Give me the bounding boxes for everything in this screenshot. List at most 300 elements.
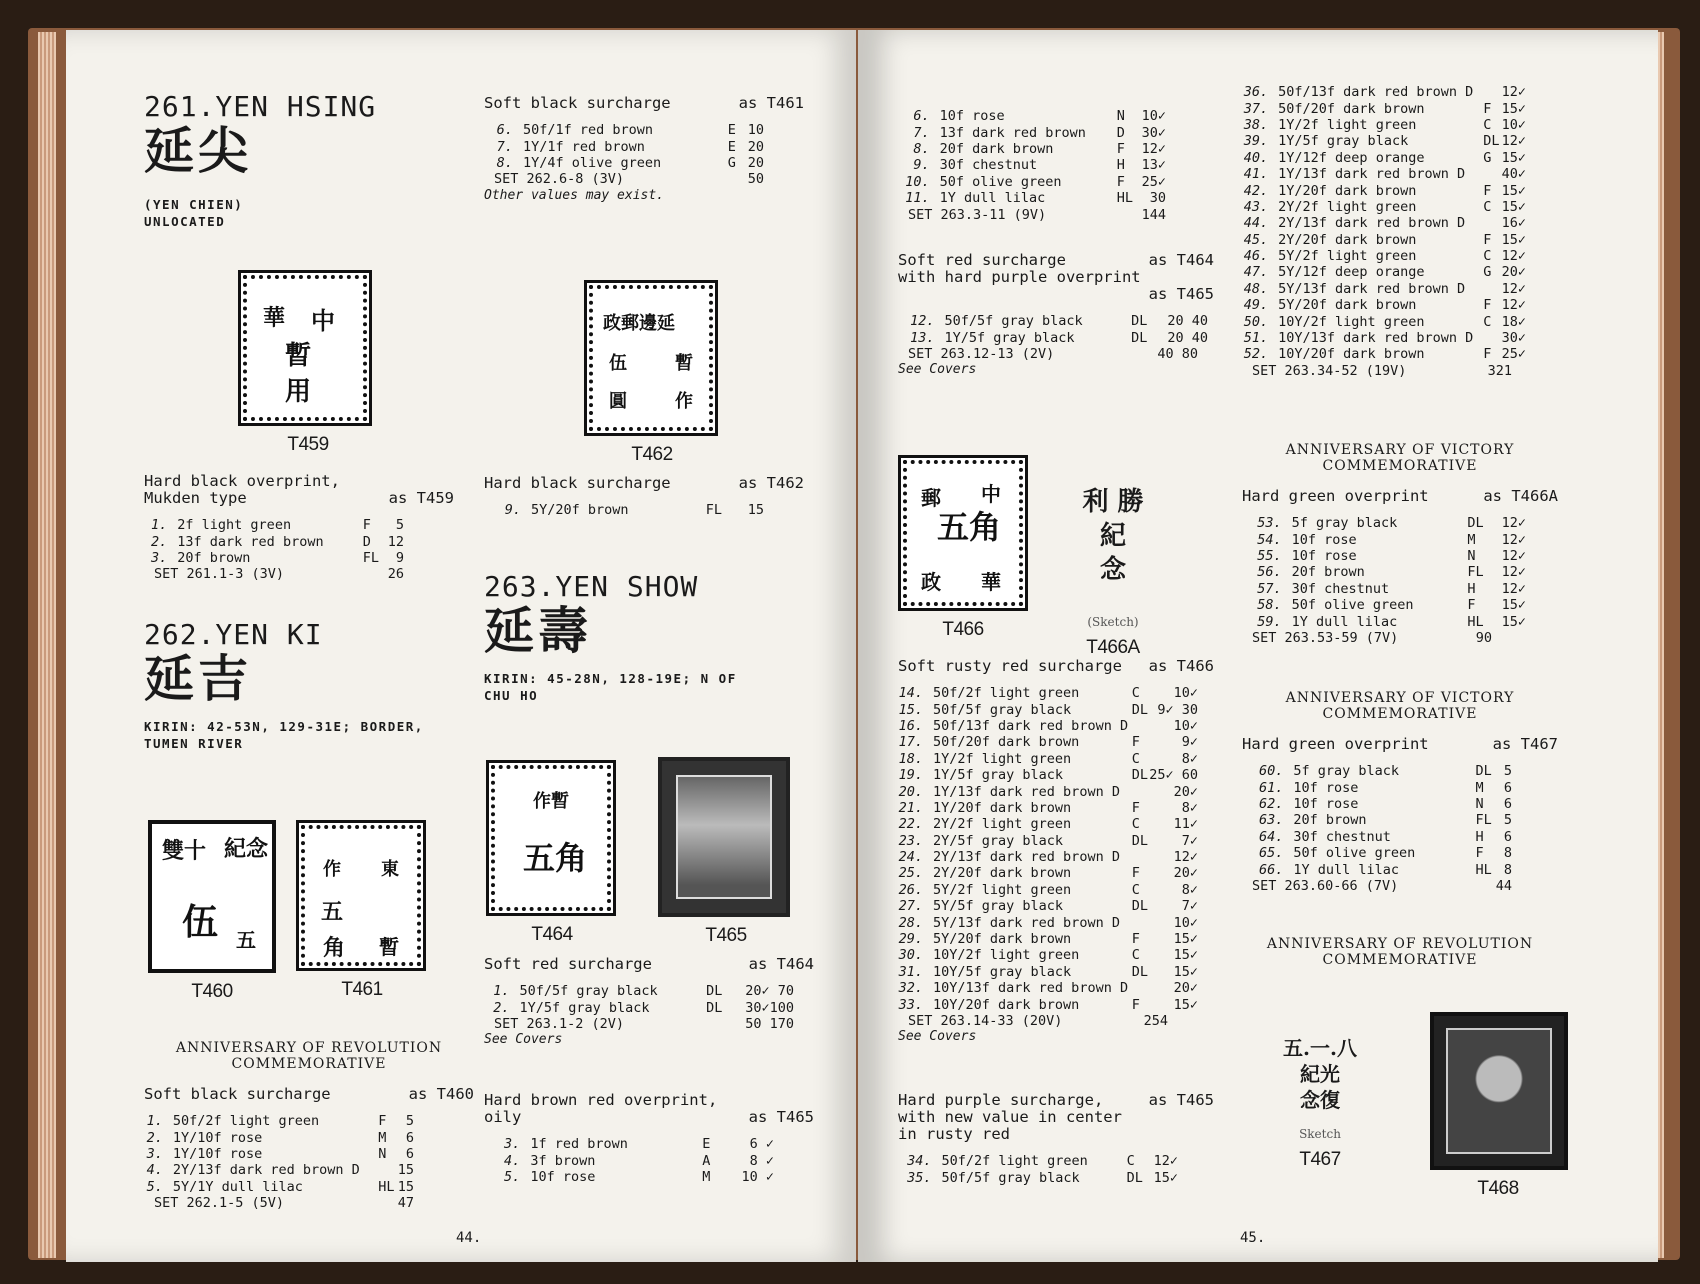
type-description: Soft black surcharge as T460 (144, 1085, 474, 1103)
listing-row (898, 898, 1198, 914)
figure-caption: T464 (531, 924, 573, 945)
note: See Covers (898, 1029, 977, 1045)
type-description: Soft red surcharge as T464 (898, 251, 1214, 269)
stamp-description: 50f/5f gray black (519, 983, 658, 1000)
catalog-number: 64. (1258, 828, 1284, 845)
grade: C (1483, 313, 1492, 330)
catalog-number: 20. (898, 783, 924, 800)
type-description: Hard black overprint, (144, 472, 340, 490)
price: 12✓ (1501, 133, 1526, 150)
stamp-description: 1Y/20f dark brown (1278, 182, 1417, 199)
set-row: SET 263.3-11 (9V) 144 (908, 206, 1166, 223)
stamp-t461: 作 東 五 角 暫 (296, 820, 426, 971)
catalog-number: 46. (1243, 248, 1269, 265)
stamp-description: 10f rose (1293, 795, 1359, 812)
note: Other values may exist. (484, 187, 665, 203)
price: 15 (397, 1178, 414, 1195)
price: 8✓ (1181, 881, 1198, 898)
figure-caption: T462 (631, 444, 673, 465)
catalog-number: 47. (1243, 264, 1269, 281)
grade: F (1467, 597, 1476, 614)
listing-row (1242, 297, 1526, 313)
catalog-number: 19. (898, 767, 924, 784)
listing-row (1242, 264, 1526, 280)
price: 15 (747, 502, 764, 519)
listing-row (144, 533, 404, 549)
price: 8 (1503, 861, 1512, 878)
grade: F (1131, 865, 1140, 882)
grade: DL (1131, 313, 1148, 330)
grade: F (378, 1113, 387, 1130)
price: 10 ✓ (741, 1168, 774, 1185)
page-number: 45. (1240, 1230, 1266, 1246)
grade: N (378, 1145, 387, 1162)
grade: F (1131, 799, 1140, 816)
listing-row (484, 122, 764, 138)
price: 15 (397, 1162, 414, 1179)
catalog-number: 3. (151, 549, 168, 566)
catalog-number: 51. (1243, 330, 1269, 347)
figure-t462 (584, 280, 720, 466)
grade: FL (1475, 812, 1492, 829)
price: 20✓ (1173, 980, 1198, 997)
stamp-t466: 郵 中 五角 政 華 (898, 455, 1028, 611)
listing-row (1242, 581, 1526, 597)
catalog-number: 63. (1258, 812, 1284, 829)
catalog-number: 41. (1243, 166, 1269, 183)
stamp-description: 30f chestnut (939, 157, 1038, 174)
grade: M (1475, 779, 1484, 796)
grade: HL (378, 1178, 395, 1195)
catalog-number: 12. (910, 313, 935, 330)
stamp-description: 50f/13f dark red brown D (933, 717, 1129, 734)
listing-row (898, 157, 1166, 173)
grade: DL (1475, 763, 1492, 780)
stamp-description: 50f/5f gray black (933, 701, 1072, 718)
grade: DL (706, 983, 723, 1000)
stamp-description: 50f olive green (1291, 597, 1414, 614)
entry-262-cont (484, 95, 804, 203)
catalog-number: 3. (504, 1136, 521, 1153)
catalog-number: 17. (898, 734, 924, 751)
type-description: oily as T465 (484, 1108, 814, 1126)
set-row: SET 263.53-59 (7V) 90 (1252, 629, 1492, 646)
entry-263-listing-1 (484, 956, 814, 1047)
grade: C (1131, 685, 1140, 702)
grade (1483, 166, 1500, 182)
stamp-description: 1Y/2f light green (1278, 116, 1417, 133)
stamp-description: 20f brown (177, 549, 251, 566)
stamp-description: 2Y/2f light green (933, 816, 1072, 833)
commemorative-title: ANNIVERSARY OF VICTORY (1285, 442, 1515, 458)
price: 9✓ (1181, 734, 1198, 751)
catalog-number: 13. (910, 329, 935, 346)
stamp-description: 5Y/2f light green (1278, 248, 1417, 265)
catalog-number: 5. (504, 1168, 521, 1185)
note: See Covers (484, 1032, 563, 1048)
grade: DL (1483, 133, 1500, 150)
listing-row (1242, 346, 1526, 362)
figure-caption: T460 (191, 981, 233, 1002)
catalog-number: 10. (905, 173, 930, 190)
catalog-number: 65. (1258, 845, 1284, 862)
listing-row (1242, 796, 1512, 812)
listing-row (484, 502, 764, 518)
entry-263-listing-6 (898, 1092, 1214, 1186)
grade: C (1131, 947, 1140, 964)
stamp-description: 10Y/20f dark brown (1278, 346, 1425, 363)
listing-row (144, 517, 404, 533)
price: 12✓ (1153, 1153, 1178, 1170)
price-table (1242, 515, 1526, 630)
listing-row (144, 1146, 414, 1162)
grade: G (1483, 264, 1492, 281)
stamp-description: 5Y/20f dark brown (1278, 297, 1417, 314)
catalog-number: 28. (898, 914, 924, 931)
grade: N (1467, 547, 1476, 564)
type-description: Hard green overprint as T467 (1242, 735, 1558, 753)
price: 5 (1503, 812, 1512, 829)
listing-row (1242, 281, 1526, 297)
grade: F (1116, 173, 1125, 190)
price-table (1242, 84, 1526, 363)
catalog-number: 5. (146, 1178, 163, 1195)
price: 20 (747, 154, 764, 171)
price: 12✓ (1501, 515, 1526, 532)
listing-row (484, 983, 794, 999)
catalog-number: 8. (496, 154, 513, 171)
catalog-number: 57. (1257, 580, 1282, 597)
catalog-number: 18. (898, 750, 924, 767)
grade: DL (1131, 329, 1148, 346)
figure-caption: T468 (1477, 1178, 1519, 1199)
stamp-description: 50f/20f dark brown (933, 734, 1080, 751)
stamp-description: 20f brown (1293, 812, 1367, 829)
set-row: SET 263.12-13 (2V) 40 80 (908, 345, 1198, 362)
grade: D (362, 533, 371, 550)
grade: H (1467, 580, 1476, 597)
grade: HL (1116, 190, 1134, 207)
listing-row (1242, 215, 1526, 231)
stamp-t464: 作暫 五角 (486, 760, 616, 916)
price: 12✓ (1501, 547, 1526, 564)
price: 10✓ (1173, 914, 1198, 931)
grade: F (362, 517, 371, 534)
catalog-number: 1. (146, 1113, 163, 1130)
price-table (484, 1136, 774, 1185)
listing-row (898, 849, 1198, 865)
stamp-description: 1Y/5f gray black (1278, 133, 1409, 150)
catalog-number: 14. (898, 685, 924, 702)
stamp-description: 2Y/13f dark red brown D (933, 849, 1120, 866)
grade: F (1131, 734, 1140, 751)
stamp-description: 1Y/1f red brown (522, 138, 645, 155)
price: 10✓ (1173, 685, 1198, 702)
entry-263-listing-7 (1242, 442, 1558, 646)
listing-row (898, 1169, 1178, 1185)
listing-row (898, 329, 1208, 345)
grade: FL (705, 502, 722, 519)
price: 12✓ (1173, 849, 1198, 866)
set-row: SET 263.1-2 (2V) 50 170 (494, 1015, 794, 1032)
price: 20 40 (1167, 313, 1208, 330)
price: 13✓ (1141, 157, 1166, 174)
grade: G (727, 154, 736, 171)
price: 10 (747, 122, 764, 139)
price: 25✓ 60 (1149, 767, 1198, 784)
price: 15✓ (1501, 100, 1526, 117)
price: 30 (1149, 190, 1166, 207)
catalog-number: 33. (898, 996, 924, 1013)
listing-row (898, 996, 1198, 1012)
commemorative-title: ANNIVERSARY OF REVOLUTION (175, 1040, 443, 1056)
figure-t467 (1268, 1035, 1372, 1171)
set-row: SET 263.14-33 (20V) 254 (908, 1013, 1168, 1029)
price: 6 ✓ (749, 1136, 774, 1153)
figure-t460 (148, 820, 276, 1003)
commemorative-title: COMMEMORATIVE (231, 1056, 387, 1072)
grade: F (1131, 996, 1140, 1013)
grade: HL (1467, 613, 1484, 630)
entry-262-c (484, 475, 804, 518)
stamp-description: 10Y/13f dark red brown D (933, 980, 1129, 997)
price: 8✓ (1181, 799, 1198, 816)
type-description: in rusty red (898, 1125, 1010, 1143)
price-table (1242, 763, 1512, 878)
catalog-number: 38. (1243, 116, 1269, 133)
catalog-number: 30. (898, 947, 924, 964)
stamp-description: 50f/20f dark brown (1278, 100, 1425, 117)
price: 12✓ (1141, 140, 1166, 157)
figure-t468 (1430, 1012, 1566, 1200)
figure-t464 (486, 760, 618, 946)
price: 15✓ (1173, 963, 1198, 980)
catalog-number: 34. (907, 1153, 932, 1170)
location-line: KIRIN: 45-28N, 128-19E; N OF (484, 671, 737, 686)
listing-row (484, 155, 764, 171)
right-page (858, 30, 1658, 1262)
stamp-description: 1Y/10f rose (172, 1145, 263, 1162)
listing-row (1242, 829, 1512, 845)
listing-row (484, 1152, 774, 1168)
type-description: with hard purple overprint (898, 268, 1141, 286)
listing-row (144, 1162, 414, 1178)
location-line: UNLOCATED (144, 214, 226, 229)
listing-row (1242, 133, 1526, 149)
price: 8 ✓ (749, 1152, 774, 1169)
catalog-number: 6. (913, 108, 930, 125)
grade: F (1483, 231, 1492, 248)
listing-row (484, 1169, 774, 1185)
listing-row (1242, 779, 1512, 795)
price: 5 (1503, 763, 1512, 780)
stamp-description: 3f brown (530, 1152, 596, 1169)
price: 6 (1503, 828, 1512, 845)
catalog-number: 21. (898, 799, 924, 816)
grade: DL (1131, 767, 1148, 784)
price: 8✓ (1181, 750, 1198, 767)
grade (1483, 84, 1500, 100)
grade (1132, 783, 1149, 799)
page-number: 44. (456, 1230, 482, 1246)
price-table (898, 313, 1208, 346)
catalog-number: 61. (1258, 779, 1284, 796)
grade: DL (1131, 963, 1148, 980)
catalog-number: 29. (898, 931, 924, 948)
type-description: Soft rusty red surcharge as T466 (898, 657, 1214, 675)
price: 15✓ (1153, 1169, 1178, 1186)
entry-263-listing-2 (484, 1092, 814, 1185)
stamp-t468 (1430, 1012, 1568, 1170)
grade (1132, 849, 1149, 865)
catalog-number: 4. (504, 1152, 521, 1169)
stamp-description: 30f chestnut (1291, 580, 1390, 597)
figure-caption: T467 (1299, 1149, 1341, 1170)
grade: N (1116, 108, 1125, 125)
listing-row (144, 1113, 414, 1129)
catalog-number: 40. (1243, 149, 1269, 166)
listing-row (898, 190, 1166, 206)
listing-row (144, 550, 404, 566)
commemorative-title: ANNIVERSARY OF REVOLUTION (1266, 936, 1534, 952)
listing-row (1242, 330, 1526, 346)
chinese-name: 延吉 (144, 649, 252, 708)
grade (1132, 980, 1149, 996)
grade: DL (1131, 898, 1148, 915)
price: 6 (405, 1145, 414, 1162)
catalog-number: 16. (898, 717, 924, 734)
entry-heading: 262.YEN KI (144, 618, 323, 651)
stamp-description: 1Y/5f gray black (933, 767, 1064, 784)
grade: N (1475, 795, 1484, 812)
sketch-t467: 五.一.八 紀光 念復 (1283, 1036, 1357, 1112)
price: 12✓ (1501, 564, 1526, 581)
grade (1483, 215, 1500, 231)
stamp-description: 1Y/2f light green (933, 750, 1072, 767)
stamp-description: 20f dark brown (939, 140, 1054, 157)
type-description: Hard black surcharge as T462 (484, 474, 804, 492)
listing-row (898, 931, 1198, 947)
grade: E (727, 138, 736, 155)
catalog-number: 52. (1243, 346, 1269, 363)
stamp-description: 50f/13f dark red brown D (1278, 84, 1474, 101)
listing-row (898, 751, 1198, 767)
price-table (484, 983, 794, 1016)
stamp-description: 1f red brown (530, 1136, 628, 1153)
stamp-description: 1Y/13f dark red brown D (1278, 166, 1466, 183)
price: 15✓ (1501, 149, 1526, 166)
catalog-number: 59. (1257, 613, 1282, 630)
catalog-number: 7. (496, 138, 513, 155)
catalog-number: 9. (913, 157, 930, 174)
location-line: KIRIN: 42-53N, 129-31E; BORDER, (144, 719, 424, 734)
catalog-number: 2. (151, 533, 168, 550)
figure-t465 (658, 757, 794, 947)
price: 6 (405, 1129, 414, 1146)
listing-row (1242, 812, 1512, 828)
stamp-description: 30f chestnut (1293, 828, 1391, 845)
price: 15✓ (1501, 182, 1526, 199)
stamp-description: 10f rose (1291, 547, 1357, 564)
stamp-t459: 中 華 暫 用 (238, 270, 372, 426)
grade (378, 1162, 396, 1178)
listing-row (898, 141, 1166, 157)
listing-row (898, 1153, 1178, 1169)
chinese-name: 延壽 (484, 601, 592, 660)
stamp-description: 10f rose (939, 108, 1005, 125)
catalog-number: 35. (907, 1169, 932, 1186)
catalog-number: 62. (1258, 795, 1284, 812)
stamp-description: 10Y/20f dark brown (933, 996, 1080, 1013)
listing-row (898, 833, 1198, 849)
stamp-description: 10f rose (1293, 779, 1359, 796)
listing-row (898, 980, 1198, 996)
entry-261 (144, 90, 454, 230)
stamp-description: 5Y/2f light green (933, 881, 1072, 898)
chinese-name: 延尖 (144, 121, 252, 180)
catalog-number: 45. (1243, 231, 1269, 248)
catalog-number: 8. (913, 140, 930, 157)
entry-263-listing-6-cont (1242, 84, 1582, 379)
type-description: Soft black surcharge as T461 (484, 94, 804, 112)
stamp-description: 2Y/5f gray black (933, 832, 1064, 849)
listing-row (1242, 313, 1526, 329)
listing-row (1242, 100, 1526, 116)
type-description: as T465 (1148, 285, 1214, 303)
catalog-number: 6. (496, 122, 513, 139)
grade: FL (1467, 564, 1484, 581)
price: 11✓ (1173, 816, 1198, 833)
grade: DL (1131, 701, 1148, 718)
grade: M (1467, 531, 1476, 548)
catalog-number: 43. (1243, 198, 1269, 215)
entry-263 (484, 570, 814, 704)
stamp-description: 50f/2f light green (941, 1153, 1088, 1170)
sketch-label: (Sketch) (1087, 615, 1139, 629)
stamp-description: 1Y dull lilac (939, 190, 1046, 207)
price: 5 (395, 517, 404, 534)
stamp-description: 2Y/13f dark red brown D (172, 1162, 360, 1179)
listing-row (1242, 117, 1526, 133)
stamp-description: 10Y/2f light green (1278, 313, 1425, 330)
note: See Covers (898, 362, 977, 378)
catalog-number: 37. (1243, 100, 1269, 117)
sketch-t466a: 利 勝 紀 念 (1082, 487, 1144, 585)
type-description: Hard brown red overprint, (484, 1091, 718, 1109)
price: 7✓ (1181, 898, 1198, 915)
listing-row (898, 964, 1198, 980)
catalog-number: 3. (146, 1145, 163, 1162)
stamp-description: 5Y/13f dark red brown D (1278, 280, 1466, 297)
catalog-number: 60. (1258, 763, 1284, 780)
stamp-description: 2Y/13f dark red brown D (1278, 215, 1466, 232)
figure-t466 (898, 455, 1028, 641)
price: 30✓100 (745, 999, 794, 1016)
grade (1483, 281, 1500, 297)
grade: D (1116, 124, 1125, 141)
catalog-number: 53. (1257, 515, 1282, 532)
price: 30✓ (1141, 124, 1166, 141)
grade: C (1126, 1153, 1135, 1170)
stamp-description: 50f/2f light green (933, 685, 1080, 702)
type-description: with new value in center (898, 1108, 1122, 1126)
price: 30✓ (1501, 330, 1526, 347)
listing-row (1242, 861, 1512, 877)
listing-row (1242, 248, 1526, 264)
listing-row (1242, 564, 1526, 580)
stamp-t465 (658, 757, 790, 917)
price: 20✓ (1173, 865, 1198, 882)
